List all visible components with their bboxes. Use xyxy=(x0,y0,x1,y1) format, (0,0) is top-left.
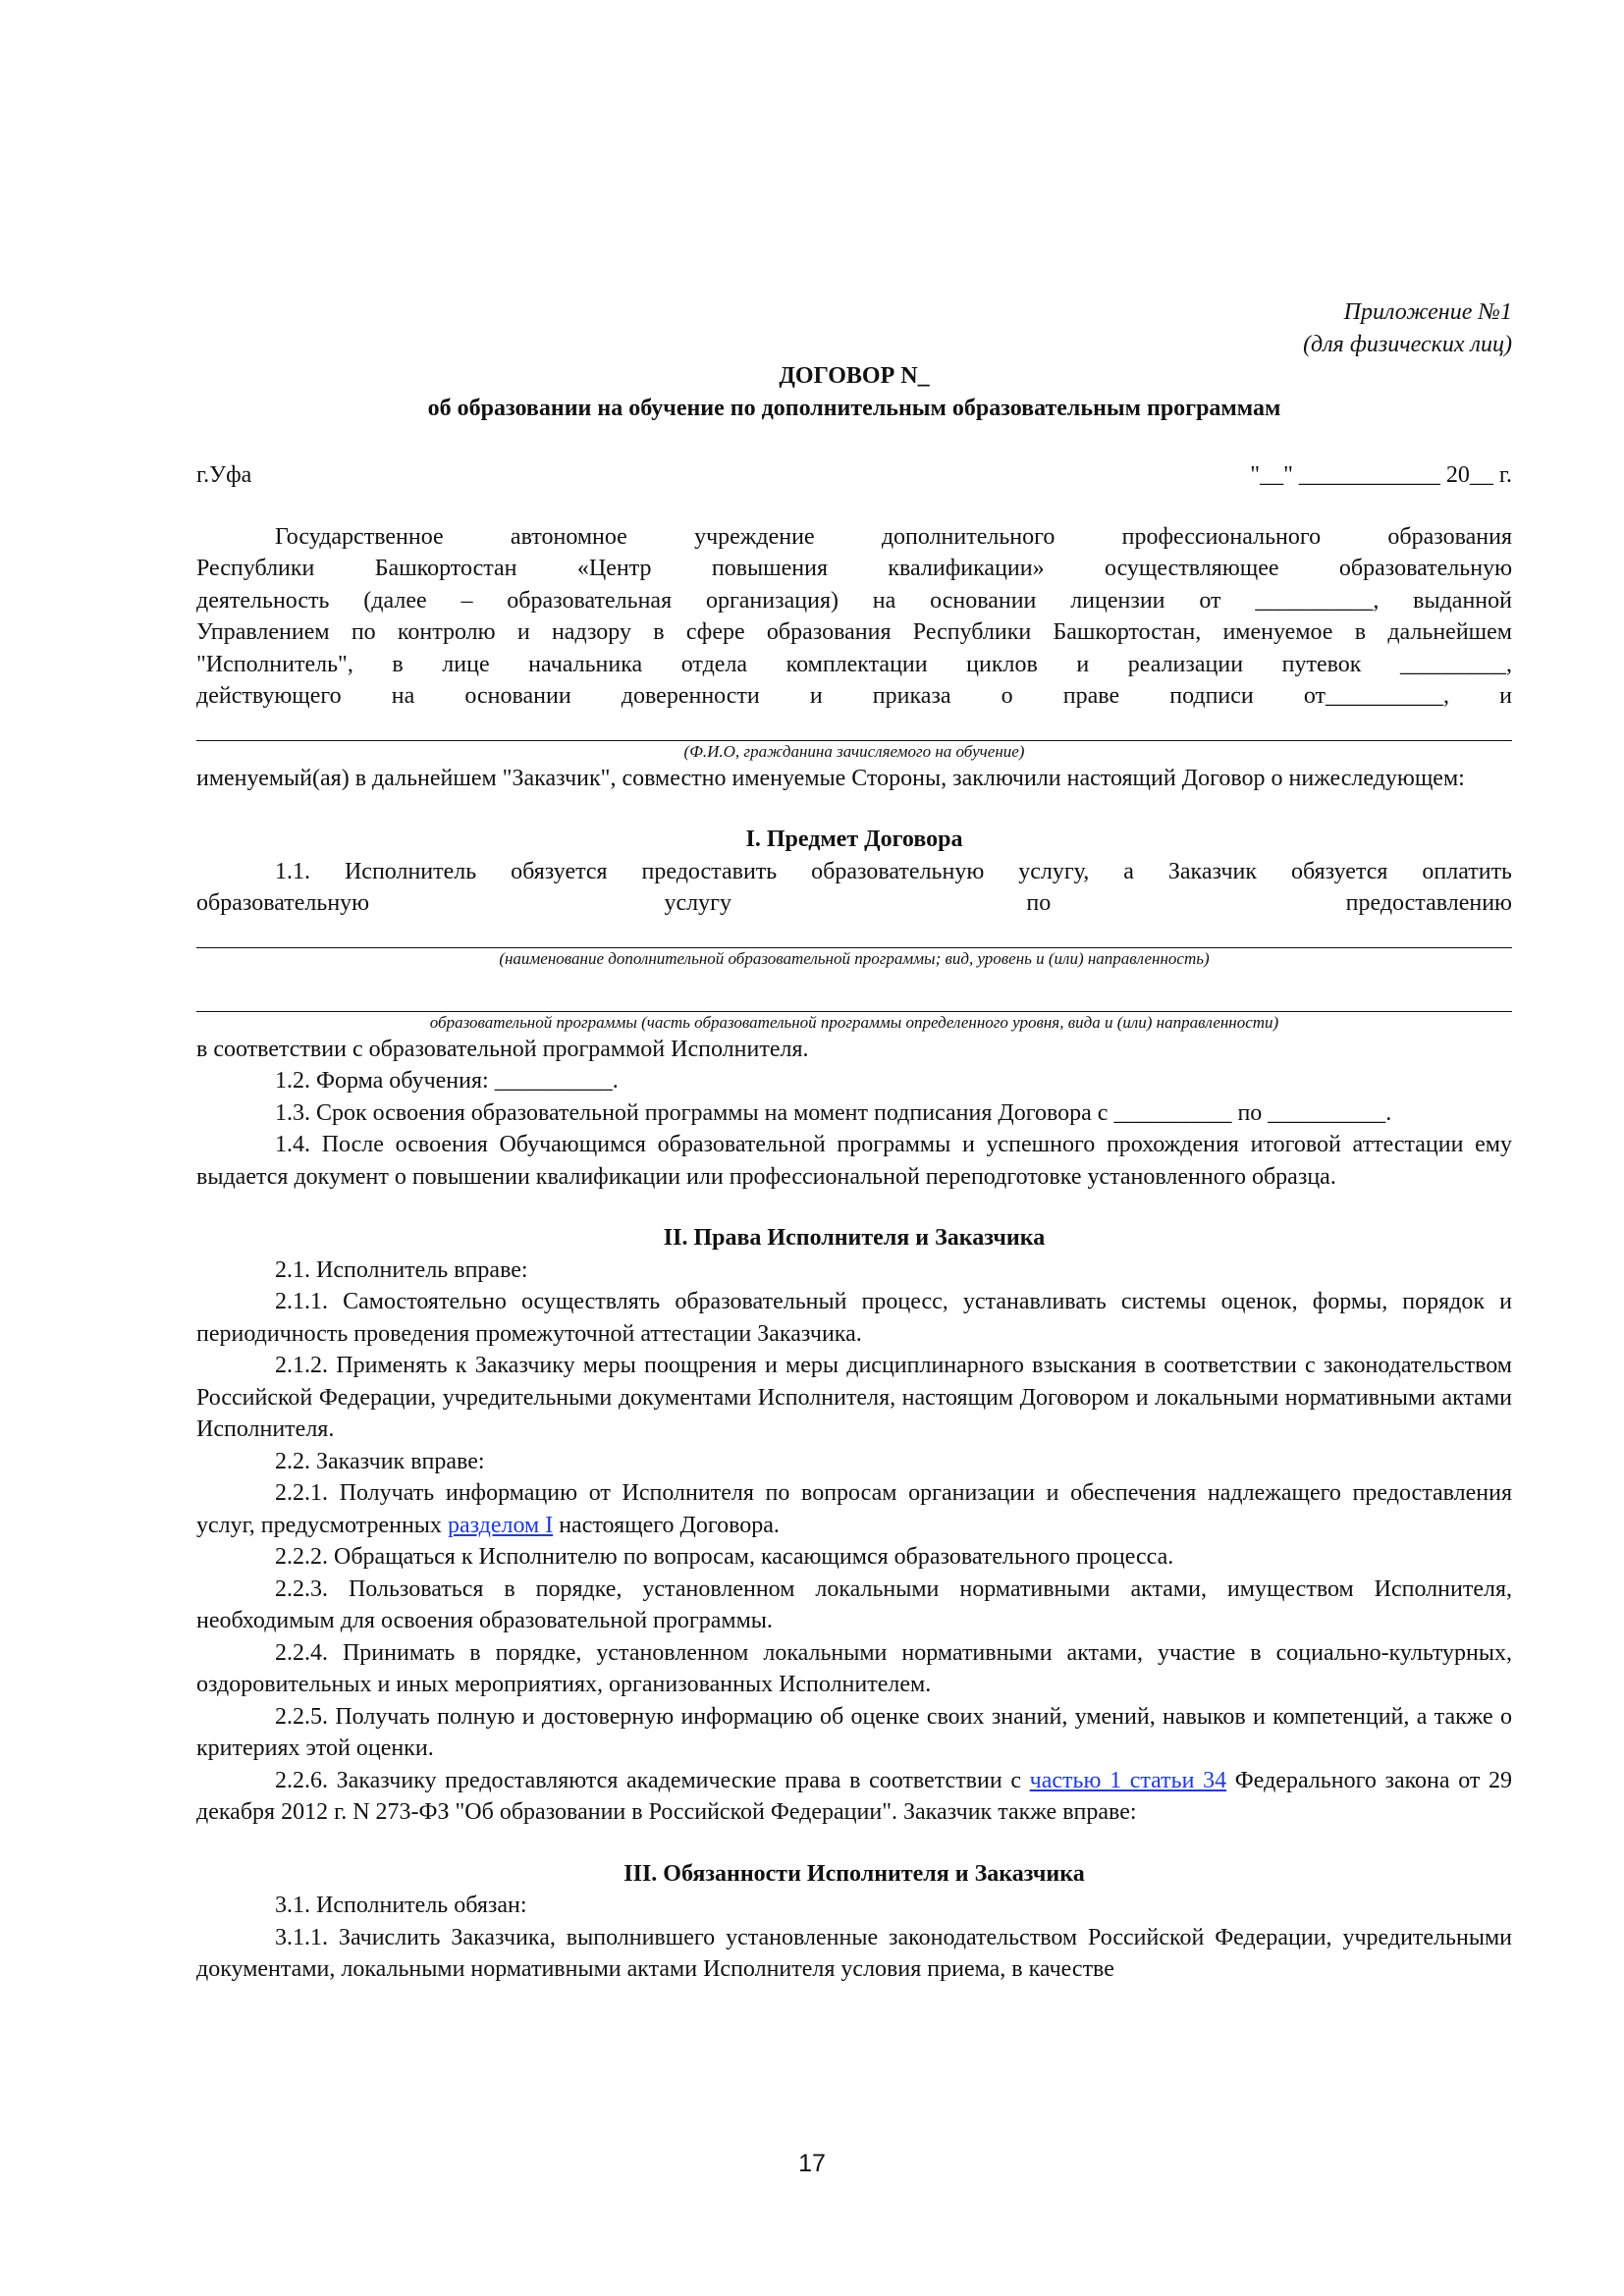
section-3-title: III. Обязанности Исполнителя и Заказчика xyxy=(623,1860,1085,1887)
intro-line: Государственное автономное учреждение дополнительного профессионального образования xyxy=(275,523,1512,550)
clause-2-2-6-text-b: Федерального закона от 29 декабря 2012 г. N 273-ФЗ "Об образовании в Российской Федерации". Заказчик также вправе: xyxy=(196,1767,1513,1825)
clause-2-2-6-text-a: 2.2.6. Заказчику предоставляются академические права в соответствии с xyxy=(275,1767,1030,1793)
clause-1-1-line1: 1.1. Исполнитель обязуется предоставить образовательную услугу, а Заказчик обязуется оплатить xyxy=(275,858,1512,884)
program-part-note: образовательной программы (часть образовательной программы определенного уровня, вида и (или) направленности) xyxy=(429,1012,1279,1032)
program-note: (наименование дополнительной образовательной программы; вид, уровень и (или) направленность) xyxy=(499,948,1210,968)
clause-1-1-line2: образовательную услугу по предоставлению xyxy=(196,890,1512,916)
clause-1-2: 1.2. Форма обучения: __________. xyxy=(275,1068,619,1094)
contract-date: "__" ____________ 20__ г. xyxy=(1250,462,1512,488)
clause-2-2-4: 2.2.4. Принимать в порядке, установленном локальными нормативными актами, участие в социально-культурных, оздоровительных и иных мероприятиях, организованных Исполнителем. xyxy=(196,1639,1512,1697)
intro-line: Управлением по контролю и надзору в сфере образования Республики Башкортостан, именуемое в дальнейшем xyxy=(196,619,1512,645)
clause-1-3: 1.3. Срок освоения образовательной программы на момент подписания Договора с __________ по __________. xyxy=(275,1099,1392,1126)
clause-3-1: 3.1. Исполнитель обязан: xyxy=(275,1893,527,1918)
contract-body xyxy=(196,296,1512,1986)
article-34-link[interactable]: частью 1 статьи 34 xyxy=(1029,1767,1227,1793)
program-blank-line xyxy=(196,920,1512,948)
intro-paragraph xyxy=(196,521,1512,713)
fio-note: (Ф.И.О, гражданина зачисляемого на обучение) xyxy=(683,741,1025,761)
clause-3-1-1: 3.1.1. Зачислить Заказчика, выполнившего установленные законодательством Российской Федерации, учредительными документами, локальными нормативными актами Исполнителя условия приема, в качестве xyxy=(196,1924,1512,1982)
intro-line: действующего на основании доверенности и приказа о праве подписи от__________, и xyxy=(196,683,1512,709)
program-part-blank-line xyxy=(196,984,1512,1012)
clause-2-2-5: 2.2.5. Получать полную и достоверную информацию об оценке своих знаний, умений, навыков и компетенций, а также о критериях этой оценки. xyxy=(196,1703,1512,1761)
clause-2-2-2: 2.2.2. Обращаться к Исполнителю по вопросам, касающимся образовательного процесса. xyxy=(275,1544,1174,1570)
appendix-label: Приложение №1 xyxy=(1343,299,1512,325)
city-date-row xyxy=(196,459,1512,492)
clause-1-4: 1.4. После освоения Обучающимся образовательной программы и успешного прохождения итоговой аттестации ему выдается документ о повышении квалификации или профессиональной переподготовке установленного образца. xyxy=(196,1132,1512,1190)
clause-2-2-3: 2.2.3. Пользоваться в порядке, установленном локальными нормативными актами, имуществом Исполнителя, необходимым для освоения образовательной программы. xyxy=(196,1575,1512,1633)
intro-line: Республики Башкортостан «Центр повышения квалификации» осуществляющее образовательную xyxy=(196,556,1512,581)
intro-continuation: именуемый(ая) в дальнейшем "Заказчик", совместно именуемые Стороны, заключили настоящий Договор о нижеследующем: xyxy=(196,765,1465,791)
clause-1-1-end: в соответствии с образовательной программой Исполнителя. xyxy=(196,1036,809,1062)
clause-2-2-1-text-b: настоящего Договора. xyxy=(553,1512,780,1538)
section-1-link[interactable]: разделом I xyxy=(447,1512,554,1538)
fio-blank-line xyxy=(196,713,1512,741)
contract-subtitle: об образовании на обучение по дополнительным образовательным программам xyxy=(427,395,1281,421)
appendix-subtitle: (для физических лиц) xyxy=(1303,331,1512,357)
city: г.Уфа xyxy=(196,462,252,488)
clause-2-1-2: 2.1.2. Применять к Заказчику меры поощрения и меры дисциплинарного взыскания в соответствии с законодательством Российской Федерации, учредительными документами Исполнителя, настоящим Договором и локальными нормативными актами Исполнителя. xyxy=(196,1353,1512,1442)
intro-line: деятельность (далее – образовательная организация) на основании лицензии от __________, выданной xyxy=(196,587,1512,614)
clause-2-2-1 xyxy=(196,1477,1512,1541)
clause-2-2-6 xyxy=(196,1765,1512,1829)
clause-2-2-1-text-a: 2.2.1. Получать информацию от Исполнителя по вопросам организации и обеспечения надлежащего предоставления услуг, предусмотренных xyxy=(196,1480,1512,1538)
contract-title: ДОГОВОР N_ xyxy=(779,363,930,389)
intro-line: "Исполнитель", в лице начальника отдела комплектации циклов и реализации путевок _________, xyxy=(196,651,1512,677)
section-2-title: II. Права Исполнителя и Заказчика xyxy=(663,1225,1046,1251)
section-1-title: I. Предмет Договора xyxy=(745,827,963,852)
clause-2-2: 2.2. Заказчик вправе: xyxy=(275,1448,485,1474)
clause-2-1-1: 2.1.1. Самостоятельно осуществлять образовательный процесс, устанавливать системы оценок, формы, порядок и периодичность проведения промежуточной аттестации Заказчика. xyxy=(196,1289,1512,1347)
page-number: 17 xyxy=(798,2150,826,2177)
clause-2-1: 2.1. Исполнитель вправе: xyxy=(275,1256,528,1283)
